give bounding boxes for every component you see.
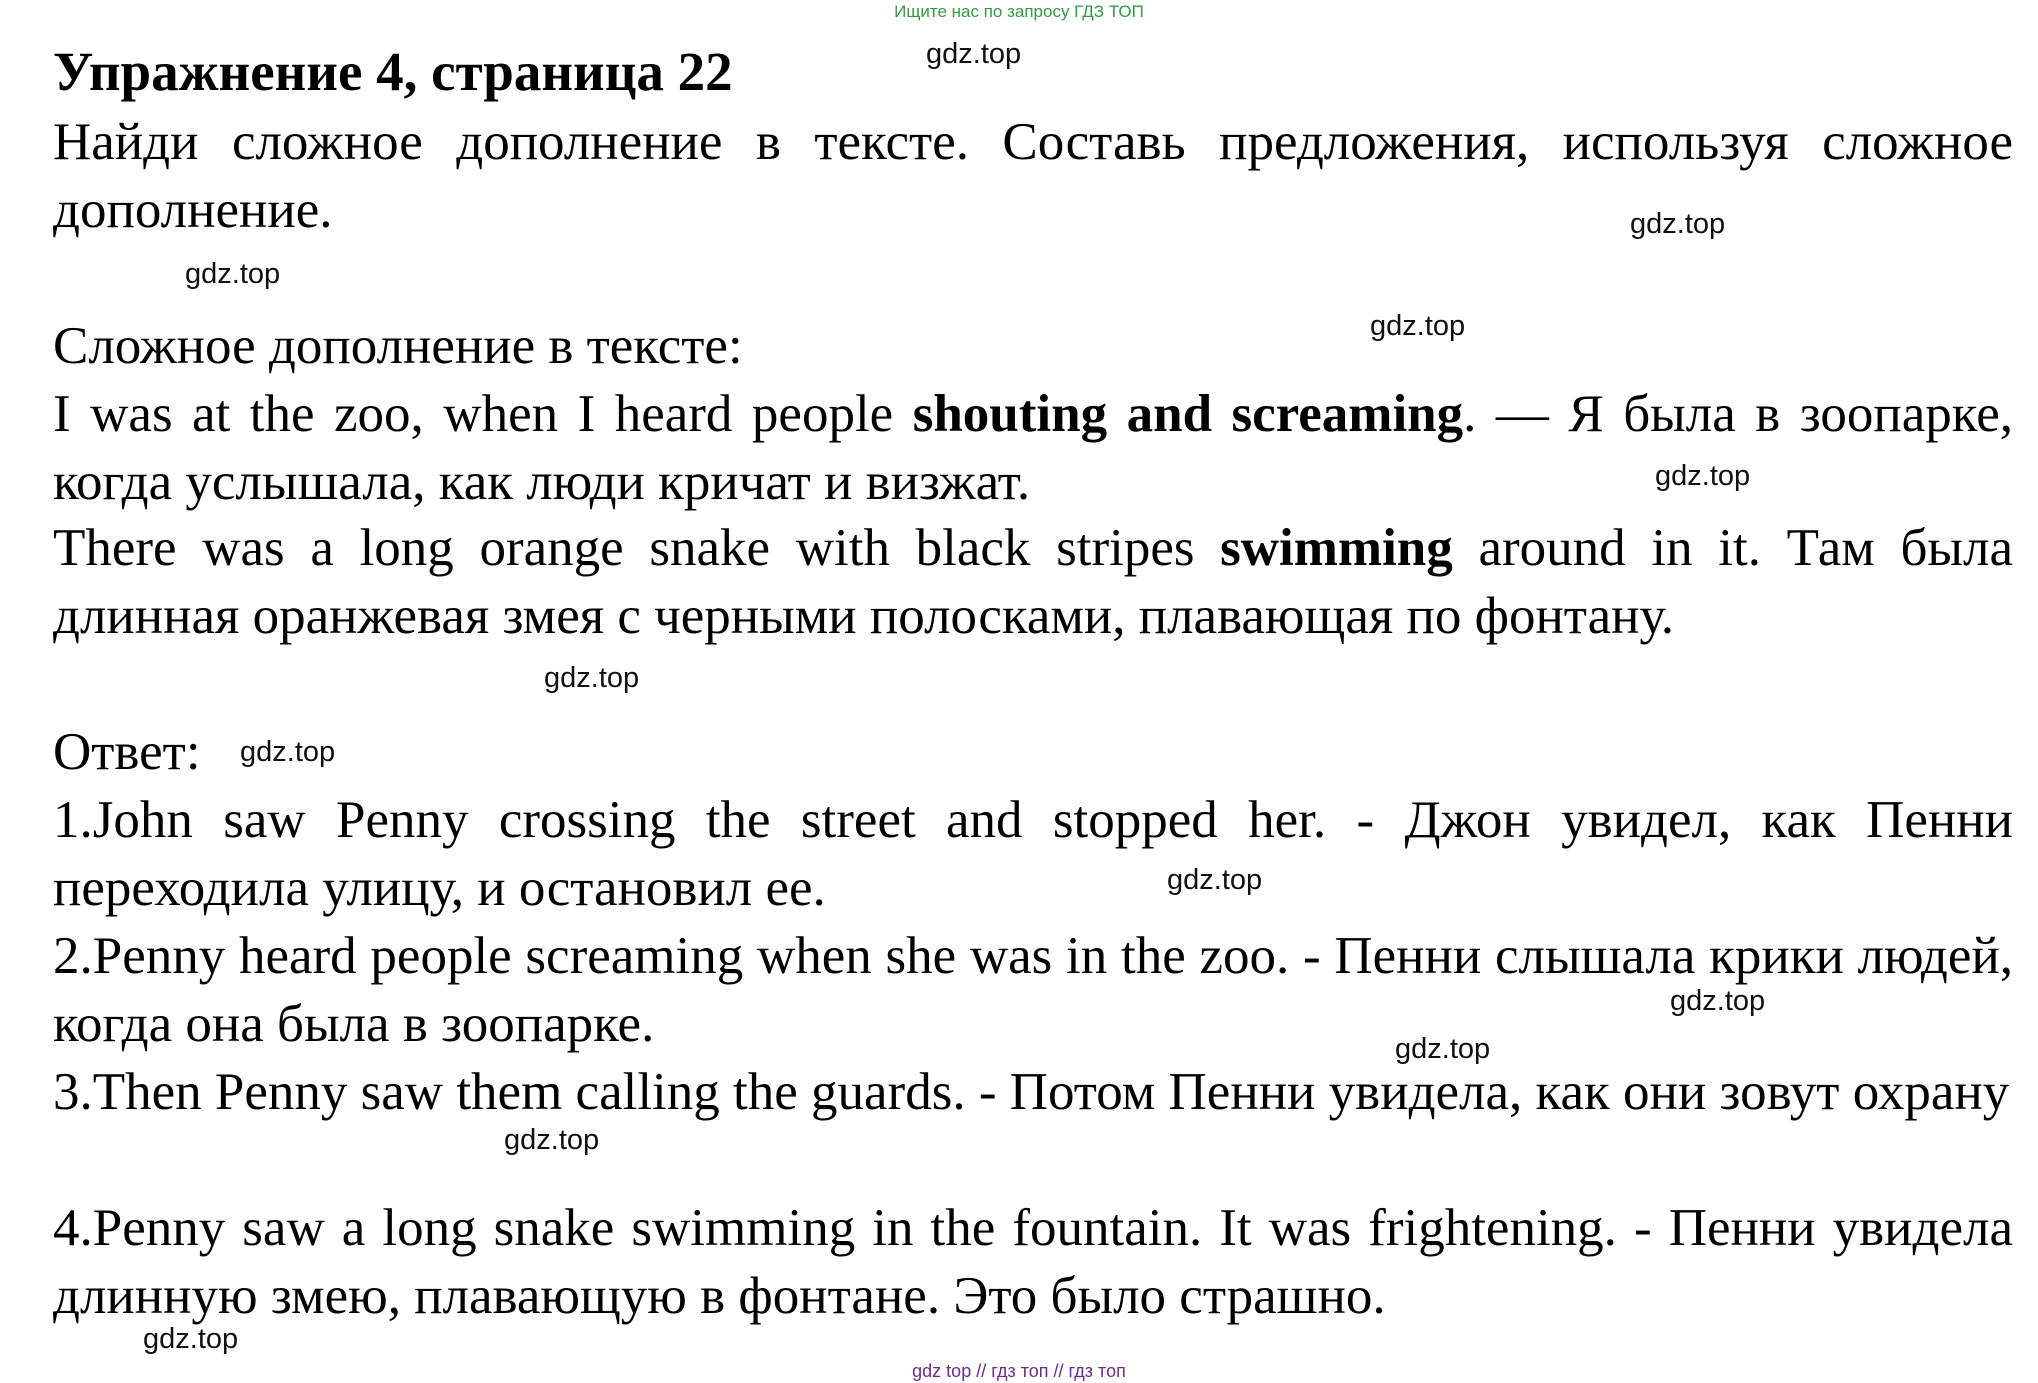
answer-label: Ответ: [53, 723, 201, 781]
watermark: gdz.top [1370, 310, 1466, 342]
footer-watermark: gdz top // гдз топ // гдз топ [912, 1361, 1126, 1381]
section-label: Сложное дополнение в тексте: [53, 317, 743, 375]
example-2-after: around in it. Там была длинная оранжевая змея с черными полосками, плавающая по фонтану. [53, 519, 2013, 645]
watermark: gdz.top [1670, 985, 1766, 1017]
watermark: gdz.top [1395, 1033, 1491, 1065]
watermark: gdz.top [1655, 460, 1751, 492]
exercise-title: Упражнение 4, страница 22 [53, 41, 733, 102]
example-2-highlight: swimming [1220, 519, 1453, 577]
task-text: Найди сложное дополнение в тексте. Составь предложения, используя сложное дополнение. [53, 113, 2013, 239]
top-banner: Ищите нас по запросу ГДЗ ТОП [894, 2, 1144, 21]
watermark: gdz.top [1630, 208, 1726, 240]
watermark: gdz.top [240, 736, 336, 768]
answer-item-3: 3.Then Penny saw them calling the guards. - Потом Пенни увидела, как они зовут охрану [53, 1063, 2010, 1121]
answer-item-4: 4.Penny saw a long snake swimming in the fountain. It was frightening. - Пенни увидела длинную змею, плавающую в фонтане. Это было страшно. [53, 1199, 2013, 1325]
watermark: gdz.top [504, 1124, 600, 1156]
watermark: gdz.top [544, 662, 640, 694]
watermark: gdz.top [926, 38, 1022, 70]
watermark: gdz.top [143, 1323, 239, 1355]
watermark: gdz.top [1167, 864, 1263, 896]
example-sentence-2 [53, 514, 2013, 650]
answer-item-2: 2.Penny heard people screaming when she was in the zoo. - Пенни слышала крики людей, когда она была в зоопарке. [53, 927, 2013, 1053]
example-1-before: I was at the zoo, when I heard people [53, 385, 913, 443]
example-sentence-1 [53, 380, 2013, 516]
watermark: gdz.top [185, 258, 281, 290]
answer-item-1: 1.John saw Penny crossing the street and stopped her. - Джон увидел, как Пенни переходила улицу, и остановил ее. [53, 791, 2013, 917]
example-2-before: There was a long orange snake with black stripes [53, 519, 1221, 577]
example-1-highlight: shouting and screaming [912, 385, 1464, 443]
example-1-after: . — Я была в зоопарке, когда услышала, как люди кричат и визжат. [53, 385, 2013, 511]
